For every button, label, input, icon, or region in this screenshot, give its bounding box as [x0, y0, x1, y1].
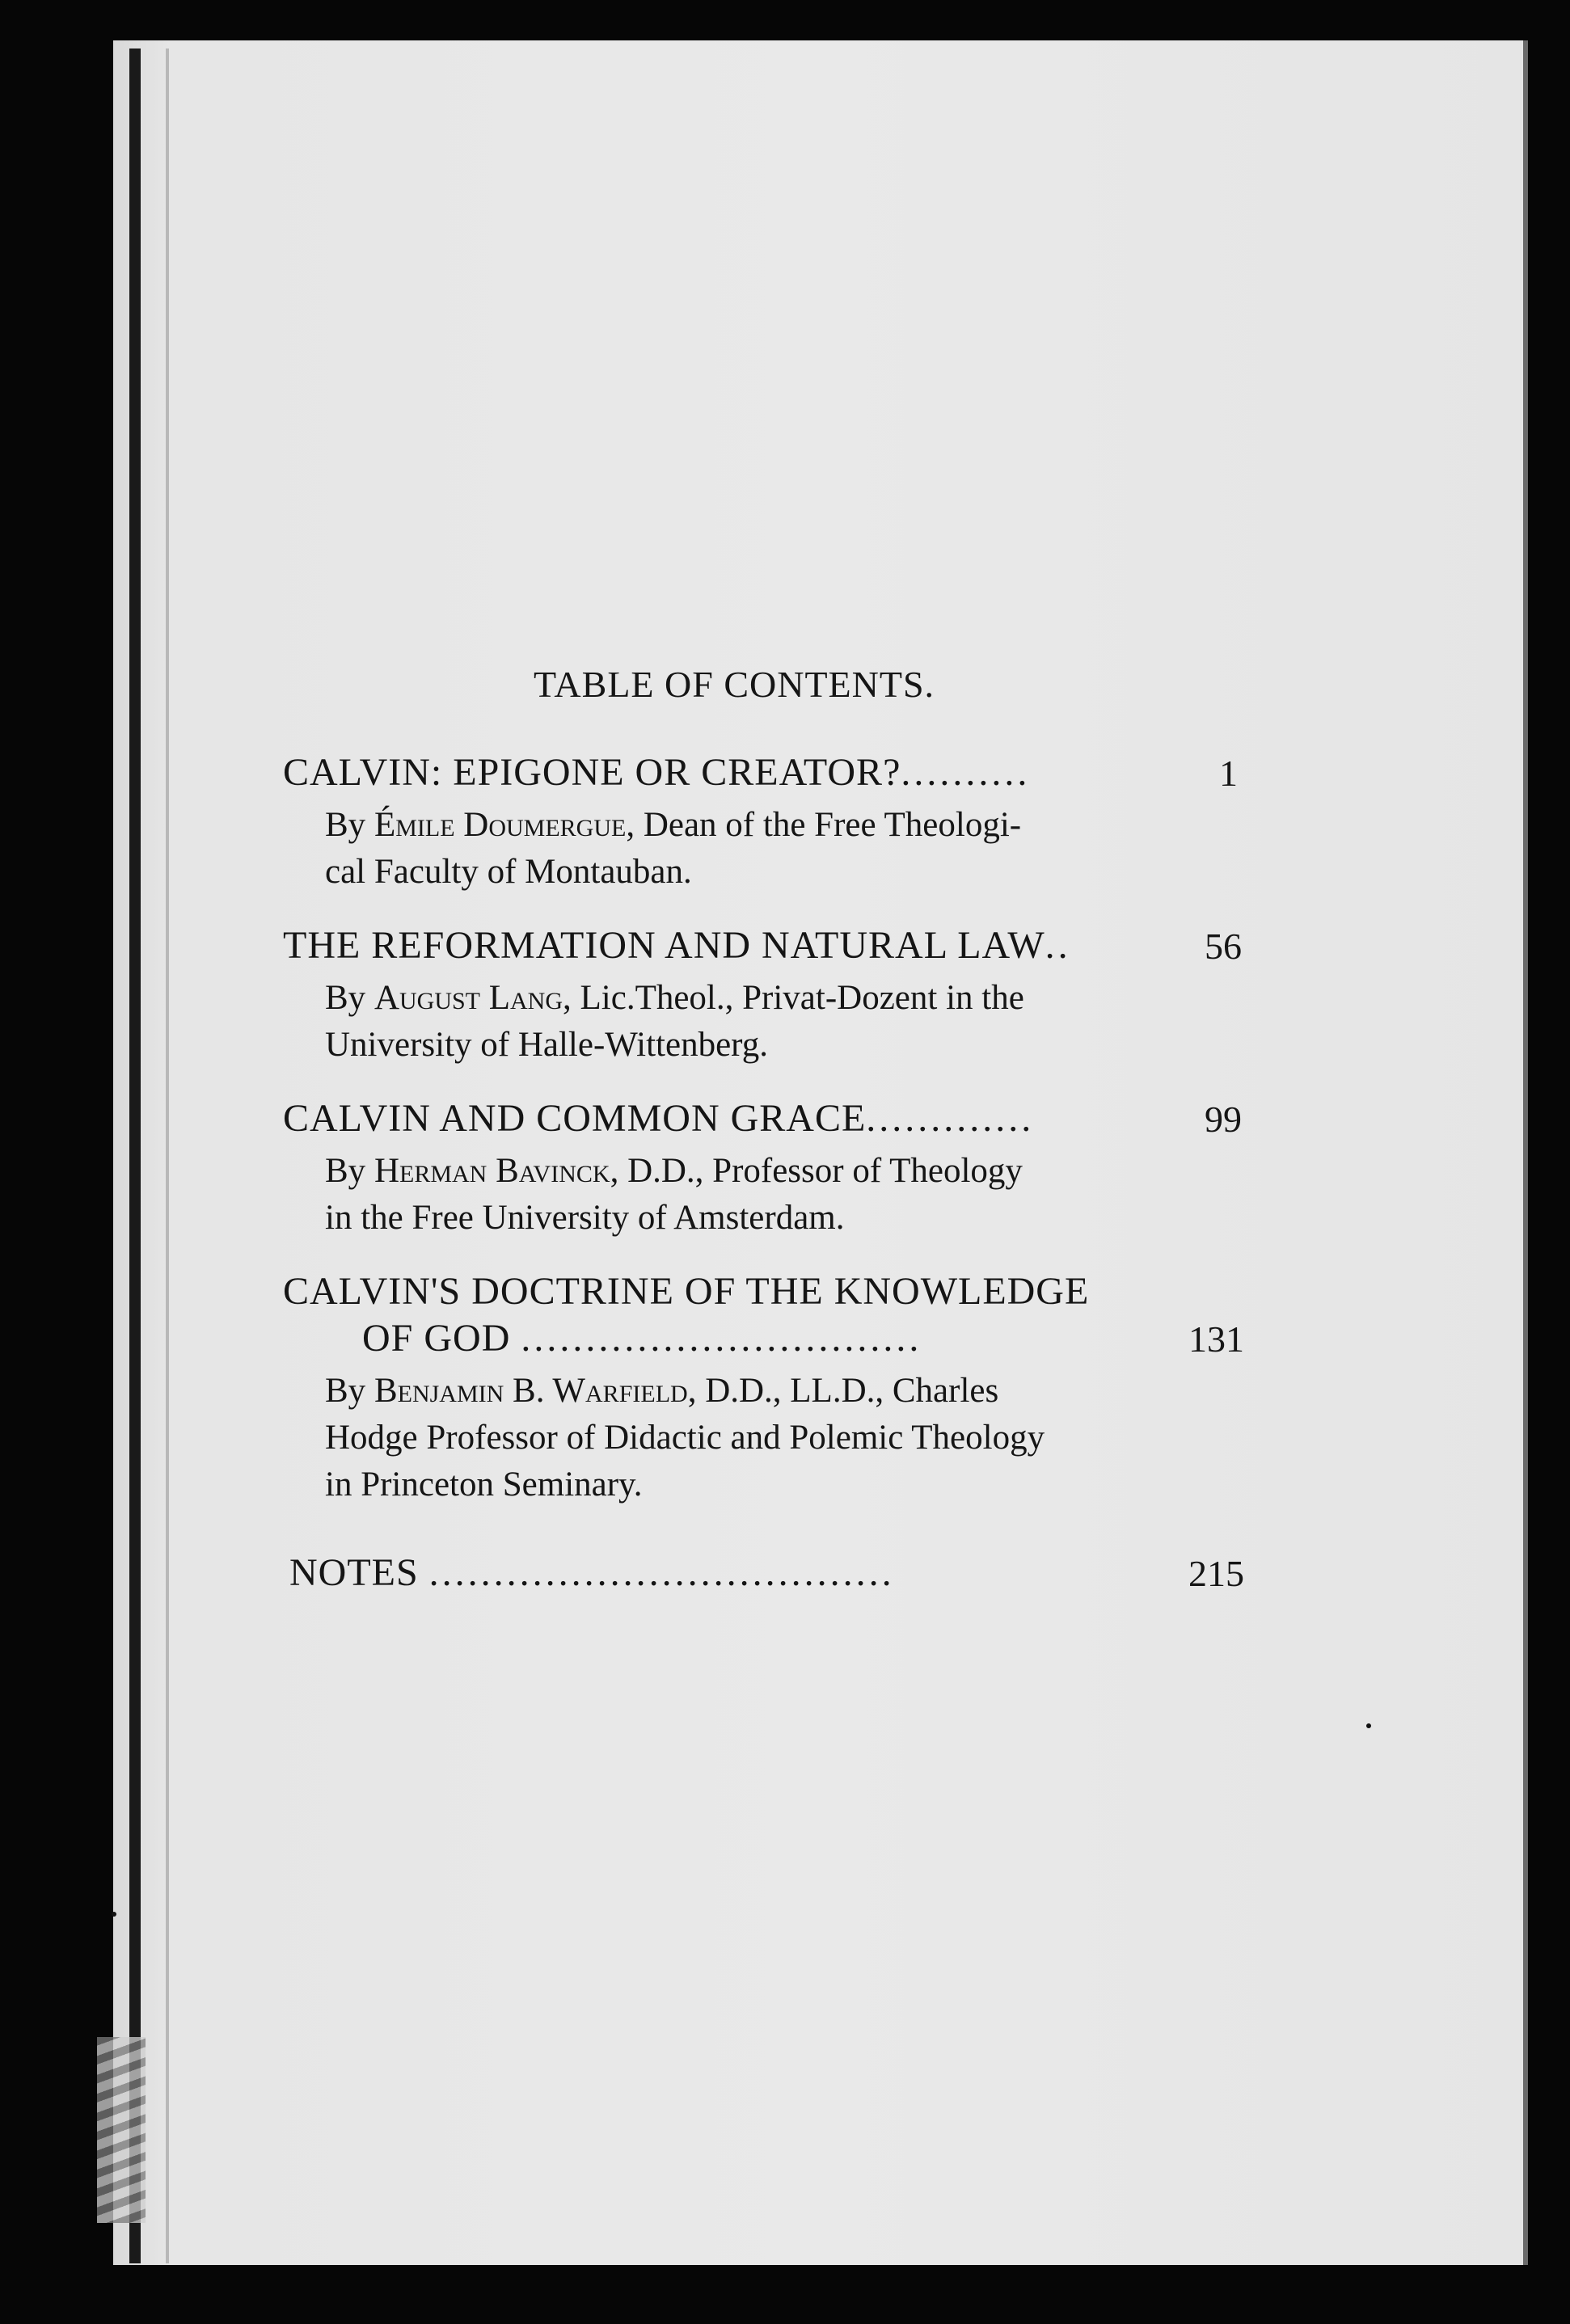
toc-entry-title: CALVIN'S DOCTRINE OF THE KNOWLEDGE: [283, 1270, 1090, 1313]
entry-title-text: CALVIN AND COMMON GRACE: [283, 1097, 867, 1140]
leader-dots: ...............................: [521, 1317, 922, 1360]
gutter-line: [166, 49, 169, 2263]
toc-entry-title-continued: [362, 1316, 922, 1360]
leader-dots: ....................................: [428, 1551, 895, 1594]
entry-title-text: CALVIN: EPIGONE OR CREATOR?: [283, 751, 901, 794]
scan-speck: [1366, 1723, 1371, 1728]
page-number: 131: [1188, 1318, 1244, 1360]
author-name: Benjamin B. Warfield: [374, 1372, 688, 1410]
scan-speck: [112, 1912, 116, 1917]
toc-heading: TABLE OF CONTENTS.: [534, 664, 935, 705]
toc-entry-title: [283, 923, 1071, 968]
toc-entry-title: [283, 750, 1030, 795]
entry-title-text: THE REFORMATION AND NATURAL LAW: [283, 924, 1045, 967]
toc-entry-author: By Benjamin B. Warfield, D.D., LL.D., Charles Hodge Professor of Didactic and Polemic Theology in Princeton Seminary.: [325, 1372, 1045, 1504]
toc-entry-author: By August Lang, Lic.Theol., Privat-Dozent in the University of Halle-Wittenberg.: [325, 979, 1024, 1064]
toc-entry-title: [283, 1096, 1034, 1141]
page-number: 56: [1205, 926, 1242, 967]
scan-smudge: [97, 2037, 146, 2223]
leader-dots: .............: [866, 1097, 1035, 1140]
leader-dots: ..........: [901, 751, 1031, 794]
author-name: Émile Doumergue: [374, 806, 627, 844]
author-name: Herman Bavinck: [374, 1152, 610, 1190]
author-name: August Lang: [374, 979, 563, 1017]
leader-dots: ..: [1045, 924, 1071, 967]
page-edge: [1523, 40, 1528, 2265]
page-number: 99: [1205, 1099, 1242, 1140]
entry-title-text: OF GOD: [362, 1317, 511, 1360]
page-number: 1: [1219, 753, 1238, 794]
toc-entry-author: By Émile Doumergue, Dean of the Free Theologi- cal Faculty of Montauban.: [325, 806, 1022, 891]
toc-entry-author: By Herman Bavinck, D.D., Professor of Theology in the Free University of Amsterdam.: [325, 1152, 1023, 1237]
entry-title-text: NOTES: [289, 1551, 419, 1594]
page-gutter: [129, 49, 141, 2263]
toc-entry-title: [289, 1550, 895, 1595]
page-number: 215: [1188, 1553, 1244, 1594]
